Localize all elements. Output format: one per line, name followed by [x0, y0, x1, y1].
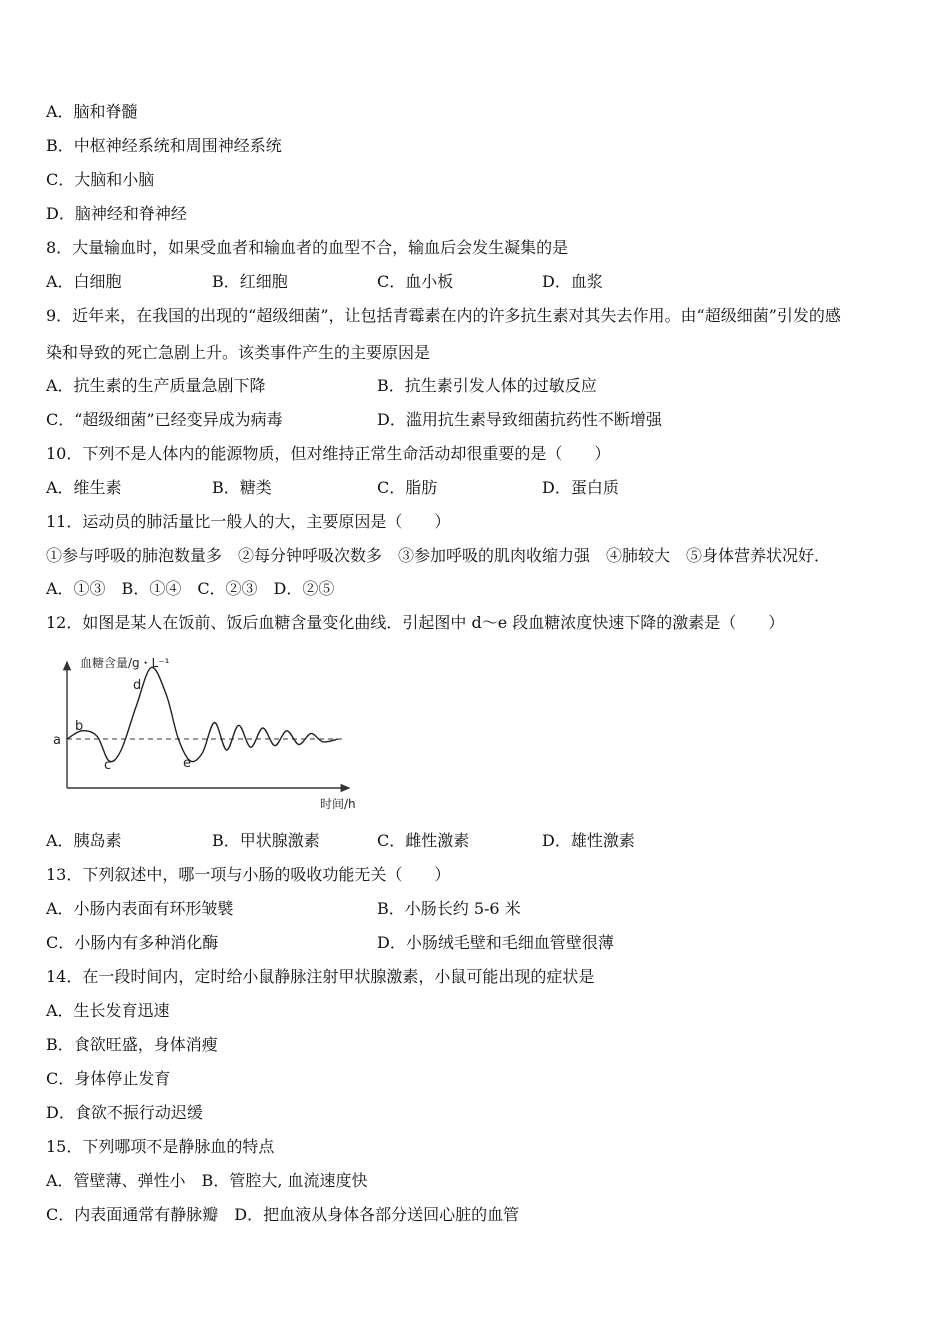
q7-option-b: B．中枢神经系统和周围神经系统 — [46, 136, 282, 155]
q11-statements: ①参与呼吸的肺泡数量多 ②每分钟呼吸次数多 ③参加呼吸的肌肉收缩力强 ④肺较大 ⑤身体营养状况好． — [46, 546, 831, 565]
q13-option-a: A．小肠内表面有环形皱襞 — [46, 899, 234, 918]
q9-stem-line2: 染和导致的死亡急剧上升。该类事件产生的主要原因是 — [46, 343, 431, 362]
q7-option-d: D．脑神经和脊神经 — [46, 204, 187, 223]
q9-option-b: B．抗生素引发人体的过敏反应 — [377, 376, 597, 395]
q9-stem-line1: 9．近年来，在我国的出现的“超级细菌”，让包括青霉素在内的许多抗生素对其失去作用。由“超级细菌”引发的感 — [46, 306, 841, 325]
q13-option-d: D．小肠绒毛壁和毛细血管壁很薄 — [377, 933, 614, 952]
q10-option-d: D．蛋白质 — [542, 478, 619, 497]
q8-option-d: D．血浆 — [542, 272, 603, 291]
q8-option-a: A．白细胞 — [46, 272, 122, 291]
q13-option-c: C．小肠内有多种消化酶 — [46, 933, 219, 952]
blood-sugar-chart-svg — [46, 648, 376, 818]
q7-option-c: C．大脑和小脑 — [46, 170, 155, 189]
x-axis-label: 时间/h — [320, 797, 356, 811]
q10-option-b: B．糖类 — [212, 478, 272, 497]
y-axis-label: 血糖含量/g・L⁻¹ — [80, 656, 170, 670]
q13-stem: 13．下列叙述中，哪一项与小肠的吸收功能无关（ ） — [46, 865, 451, 884]
point-label-b: b — [75, 719, 84, 734]
point-label-a: a — [53, 733, 61, 748]
blood-sugar-curve — [67, 667, 338, 761]
q14-stem: 14．在一段时间内，定时给小鼠静脉注射甲状腺激素，小鼠可能出现的症状是 — [46, 967, 595, 986]
q12-option-c: C．雌性激素 — [377, 831, 470, 850]
q15-options-line2: C．内表面通常有静脉瓣 D．把血液从身体各部分送回心脏的血管 — [46, 1205, 520, 1224]
q14-option-a: A．生长发育迅速 — [46, 1001, 170, 1020]
q11-options: A．①③ B．①④ C．②③ D．②⑤ — [46, 579, 335, 598]
blood-sugar-chart — [46, 648, 376, 818]
q12-option-d: D．雄性激素 — [542, 831, 635, 850]
q15-stem: 15．下列哪项不是静脉血的特点 — [46, 1137, 275, 1156]
q11-stem: 11．运动员的肺活量比一般人的大，主要原因是（ ） — [46, 512, 451, 531]
q10-stem: 10．下列不是人体内的能源物质，但对维持正常生命活动却很重要的是（ ） — [46, 444, 611, 463]
q7-option-a: A．脑和脊髓 — [46, 102, 138, 121]
point-label-e: e — [183, 756, 191, 771]
q15-options-line1: A．管壁薄、弹性小 B．管腔大, 血流速度快 — [46, 1171, 368, 1190]
q10-option-a: A．维生素 — [46, 478, 122, 497]
point-label-d: d — [133, 678, 142, 693]
q9-option-d: D．滥用抗生素导致细菌抗药性不断增强 — [377, 410, 662, 429]
q8-option-c: C．血小板 — [377, 272, 454, 291]
q12-option-a: A．胰岛素 — [46, 831, 122, 850]
point-label-c: c — [104, 758, 112, 773]
q9-option-c: C．“超级细菌”已经变异成为病毒 — [46, 410, 283, 429]
q10-option-c: C．脂肪 — [377, 478, 438, 497]
q8-stem: 8．大量输血时，如果受血者和输血者的血型不合，输血后会发生凝集的是 — [46, 238, 569, 257]
q9-option-a: A．抗生素的生产质量急剧下降 — [46, 376, 266, 395]
q12-option-b: B．甲状腺激素 — [212, 831, 320, 850]
q8-option-b: B．红细胞 — [212, 272, 288, 291]
q14-option-c: C．身体停止发育 — [46, 1069, 171, 1088]
q13-option-b: B．小肠长约 5-6 米 — [377, 899, 521, 918]
q12-stem: 12．如图是某人在饭前、饭后血糖含量变化曲线．引起图中 d～e 段血糖浓度快速下降的激素是（ ） — [46, 613, 785, 632]
q14-option-b: B．食欲旺盛，身体消瘦 — [46, 1035, 218, 1054]
q14-option-d: D．食欲不振行动迟缓 — [46, 1103, 203, 1122]
